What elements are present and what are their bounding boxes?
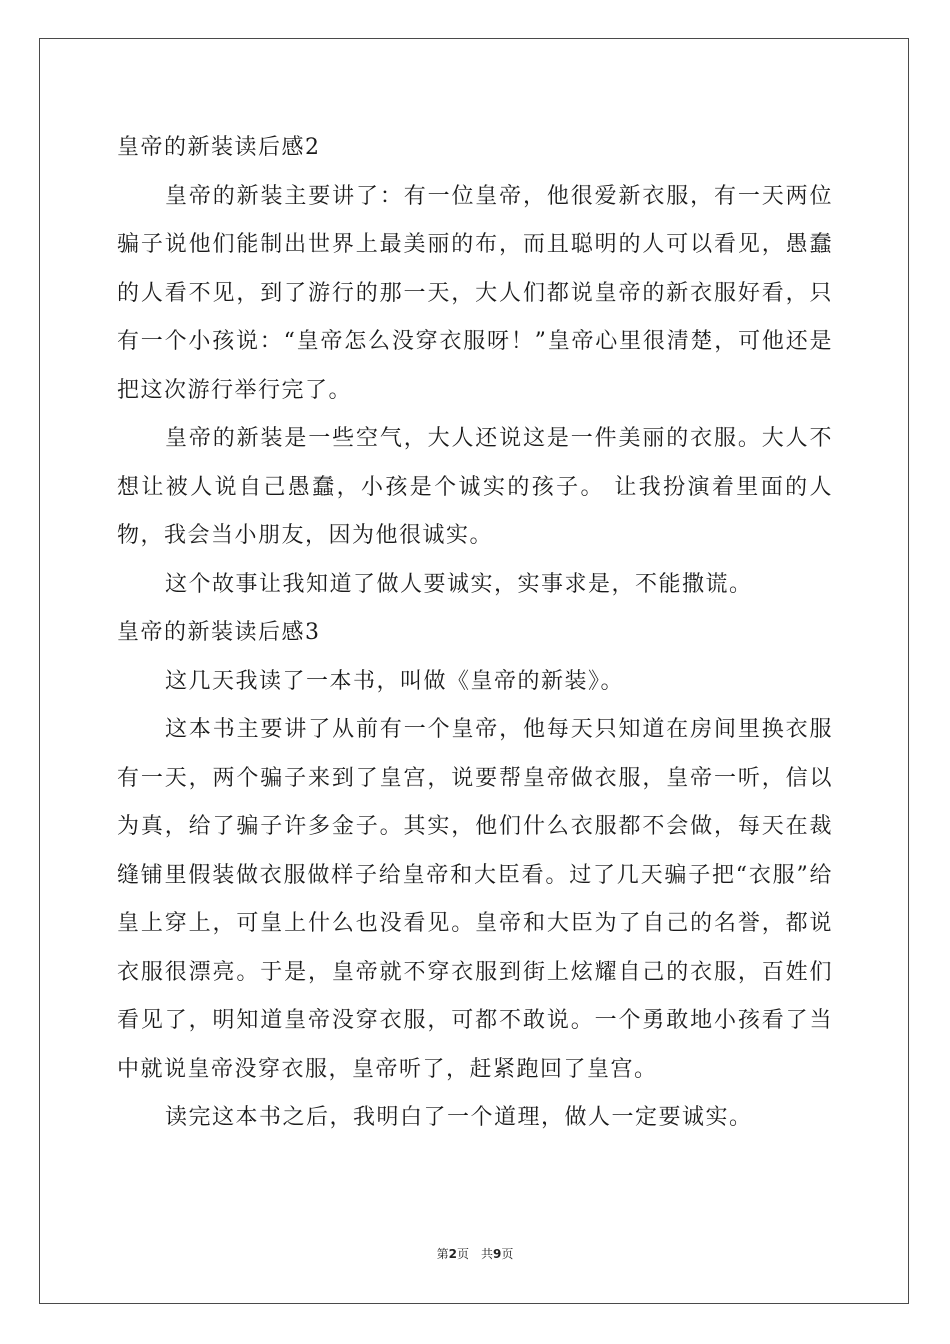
section-heading: 皇帝的新装读后感3 [117,620,321,645]
document-body [117,124,833,1143]
footer-total-suffix: 页 [501,1247,514,1261]
paragraph: 这几天我读了一本书，叫做《皇帝的新装》。 [165,668,625,694]
footer-prefix: 第 [436,1247,449,1261]
page-number: 2 [448,1247,457,1261]
footer-page-suffix: 页 共 [456,1247,493,1261]
paragraph: 读完这本书之后，我明白了一个道理，做人一定要诚实。 [165,1105,753,1130]
paragraph: 这本书主要讲了从前有一个皇帝，他每天只知道在房间里换衣服有一天，两个骗子来到了皇宫，说要帮皇帝做衣服，皇帝一听，信以为真，给了骗子许多金子。其实，他们什么衣服都不会做，每天在裁缝铺里假装做衣服做样子给皇帝和大臣看。过了几天骗子把“衣服”给皇上穿上，可皇上什么也没看见。皇帝和大臣为了自己的名誉，都说衣服很漂亮。于是，皇帝就不穿衣服到街上炫耀自己的衣服，百姓们看见了，明知道皇帝没穿衣服，可都不敢说。一个勇敢地小孩看了当中就说皇帝没穿衣服，皇帝听了，赶紧跑回了皇宫。 [117,717,833,1082]
paragraph: 这个故事让我知道了做人要诚实，实事求是，不能撒谎。 [165,571,753,597]
total-pages: 9 [493,1247,502,1261]
paragraph: 皇帝的新装是一些空气，大人还说这是一件美丽的衣服。大人不想让被人说自己愚蠢，小孩是个诚实的孩子。 让我扮演着里面的人物，我会当小朋友，因为他很诚实。 [117,426,833,548]
page-footer [0,1245,950,1262]
paragraph: 皇帝的新装主要讲了：有一位皇帝，他很爱新衣服，有一天两位骗子说他们能制出世界上最美丽的布，而且聪明的人可以看见，愚蠢的人看不见，到了游行的那一天，大人们都说皇帝的新衣服好看，只有一个小孩说：“皇帝怎么没穿衣服呀！”皇帝心里很清楚，可他还是把这次游行举行完了。 [117,183,833,403]
section-heading: 皇帝的新装读后感2 [117,135,321,160]
